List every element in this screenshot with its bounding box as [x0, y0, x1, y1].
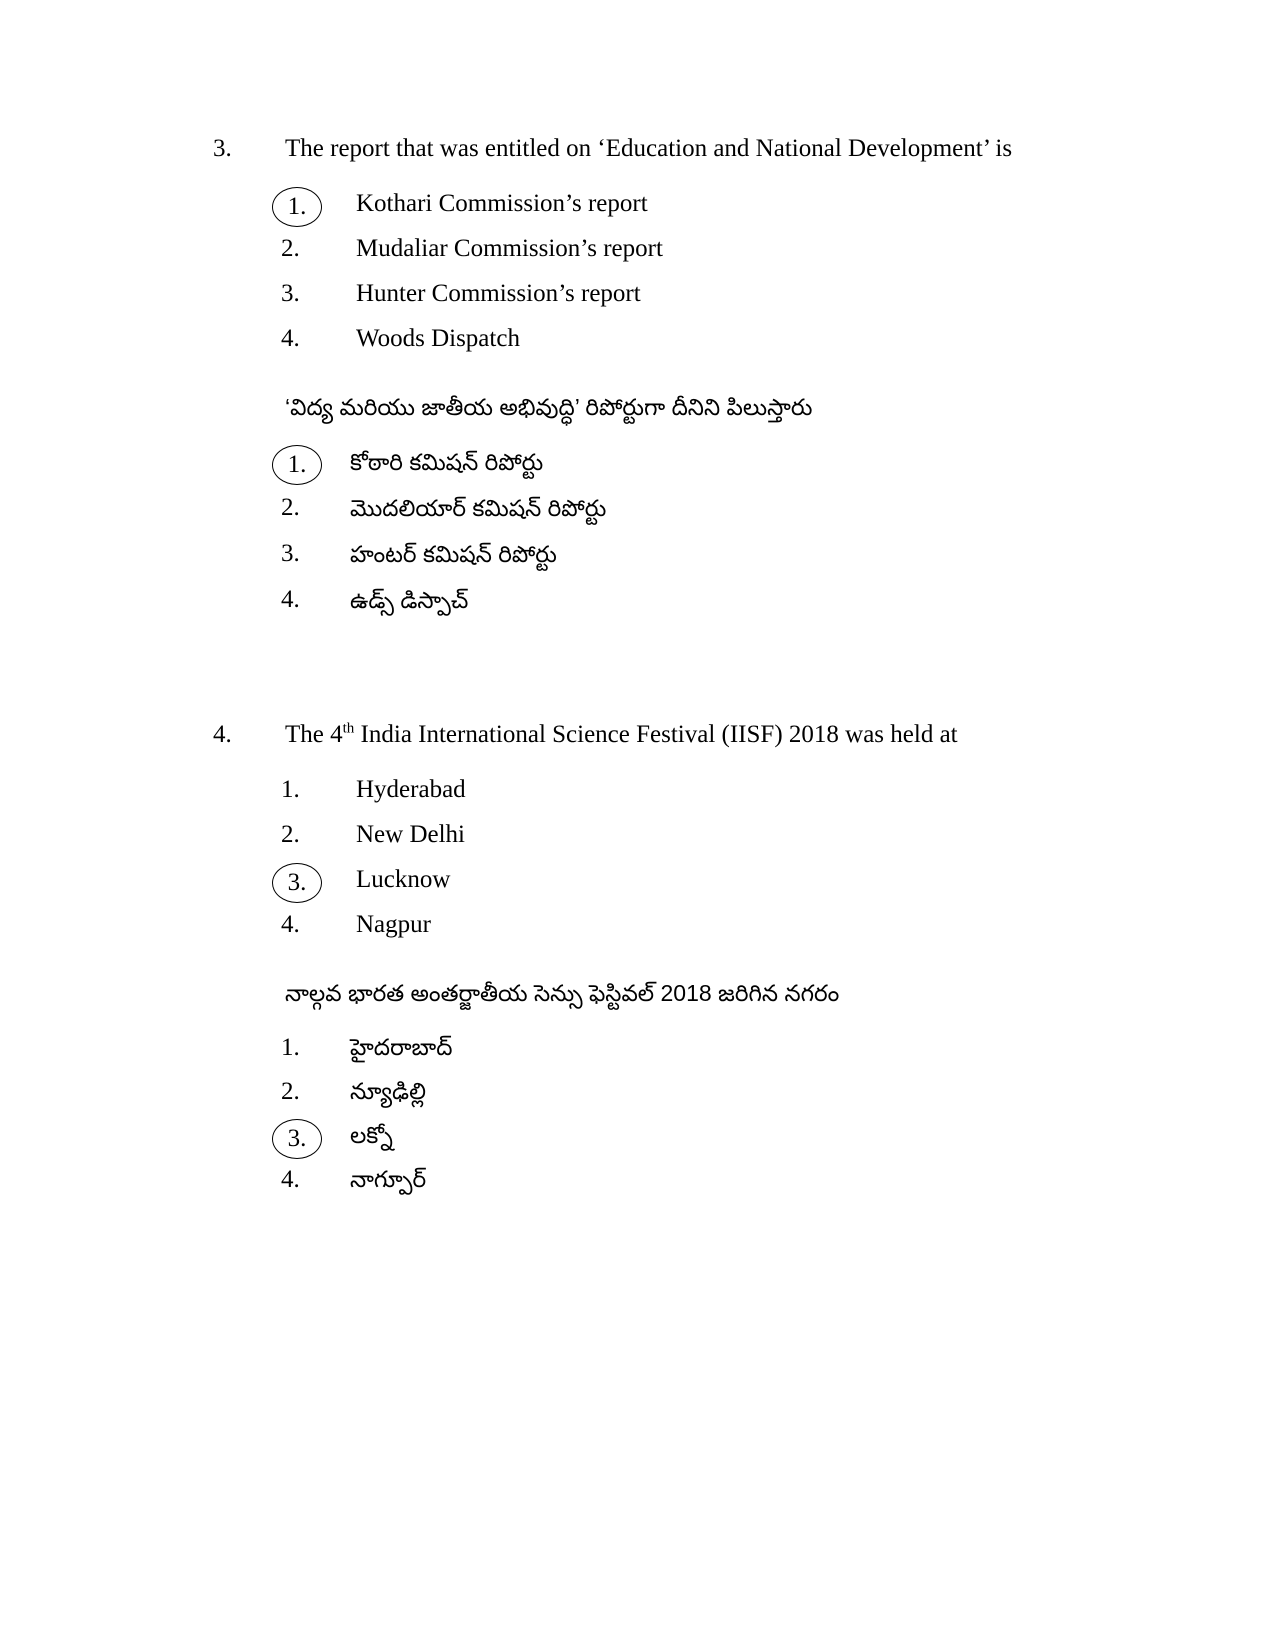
option-label: హంటర్ కమిషన్ రిపోర్టు	[350, 541, 557, 568]
option-row[interactable]	[0, 1113, 1275, 1157]
option-row[interactable]	[0, 812, 1275, 857]
option-marker: 1.	[281, 776, 300, 804]
option-marker: 4.	[281, 1166, 300, 1194]
option-marker: 2.	[281, 1078, 300, 1106]
option-row[interactable]	[0, 439, 1275, 485]
option-row[interactable]	[0, 271, 1275, 316]
option-marker-circled: 3.	[272, 1113, 324, 1158]
option-label: Nagpur	[356, 911, 431, 939]
option-row[interactable]	[0, 1025, 1275, 1069]
option-label: Kothari Commission’s report	[356, 190, 648, 218]
question-4-ordinal-suffix: th	[342, 720, 355, 737]
option-marker-circled: 3.	[272, 857, 324, 902]
option-marker: 1.	[281, 1034, 300, 1062]
option-label: హైదరాబాద్	[350, 1034, 453, 1061]
question-3-options-te	[0, 439, 1275, 623]
option-label: Hyderabad	[356, 776, 466, 804]
option-marker: 3.	[281, 280, 300, 308]
option-row[interactable]	[0, 485, 1275, 531]
question-4-options-en	[0, 767, 1275, 947]
question-4-stem-te: నాల్గవ భారత అంతర్జాతీయ సెన్సు ఫెస్టివల్ 2018 జరిగిన నగరం	[285, 980, 840, 1007]
option-label: New Delhi	[356, 821, 465, 849]
option-marker: 2.	[281, 235, 300, 263]
question-3-options-en	[0, 181, 1275, 361]
option-marker: 3.	[281, 540, 300, 568]
option-label: న్యూఢిల్లి	[350, 1078, 426, 1105]
question-3-stem-te: ‘విద్య మరియు జాతీయ అభివుద్ధి’ రిపోర్టుగా దీనిని పిలుస్తారు	[285, 394, 813, 421]
option-row[interactable]	[0, 857, 1275, 902]
option-row[interactable]	[0, 531, 1275, 577]
option-label: లక్నో	[350, 1122, 393, 1149]
option-label: Woods Dispatch	[356, 325, 520, 353]
option-row[interactable]	[0, 226, 1275, 271]
question-block-3	[0, 132, 1275, 623]
question-4-stem-text-en-post: India International Science Festival (IISF) 2018 was held at	[354, 721, 958, 748]
option-marker: 2.	[281, 494, 300, 522]
option-row[interactable]	[0, 316, 1275, 361]
option-label: Hunter Commission’s report	[356, 280, 641, 308]
option-row[interactable]	[0, 577, 1275, 623]
question-3-stem-text-en: The report that was entitled on ‘Education and National Development’ is	[285, 135, 1013, 162]
question-3-stem-en	[0, 132, 1275, 165]
question-4-stem-text-en-pre: The 4	[285, 721, 343, 748]
option-label: ఉడ్స్ డిస్పాచ్	[350, 587, 469, 614]
option-row[interactable]	[0, 1157, 1275, 1201]
question-4-stem-en	[0, 718, 1275, 751]
option-row[interactable]	[0, 1069, 1275, 1113]
option-marker: 4.	[281, 325, 300, 353]
option-marker-circled: 1.	[272, 181, 324, 226]
option-label: Lucknow	[356, 866, 451, 894]
option-label: మొదలియార్ కమిషన్ రిపోర్టు	[350, 495, 607, 522]
option-marker-circled: 1.	[272, 439, 324, 484]
option-marker: 4.	[281, 911, 300, 939]
question-block-4	[0, 718, 1275, 1201]
question-4-options-te	[0, 1025, 1275, 1201]
option-label: నాగ్పూర్	[350, 1166, 427, 1193]
option-marker: 2.	[281, 821, 300, 849]
option-row[interactable]	[0, 767, 1275, 812]
question-4-number: 4.	[213, 721, 232, 748]
option-row[interactable]	[0, 902, 1275, 947]
option-marker: 4.	[281, 586, 300, 614]
question-3-number: 3.	[213, 135, 232, 162]
option-row[interactable]	[0, 181, 1275, 226]
option-label: Mudaliar Commission’s report	[356, 235, 663, 263]
option-label: కోఠారి కమిషన్ రిపోర్టు	[350, 449, 544, 476]
